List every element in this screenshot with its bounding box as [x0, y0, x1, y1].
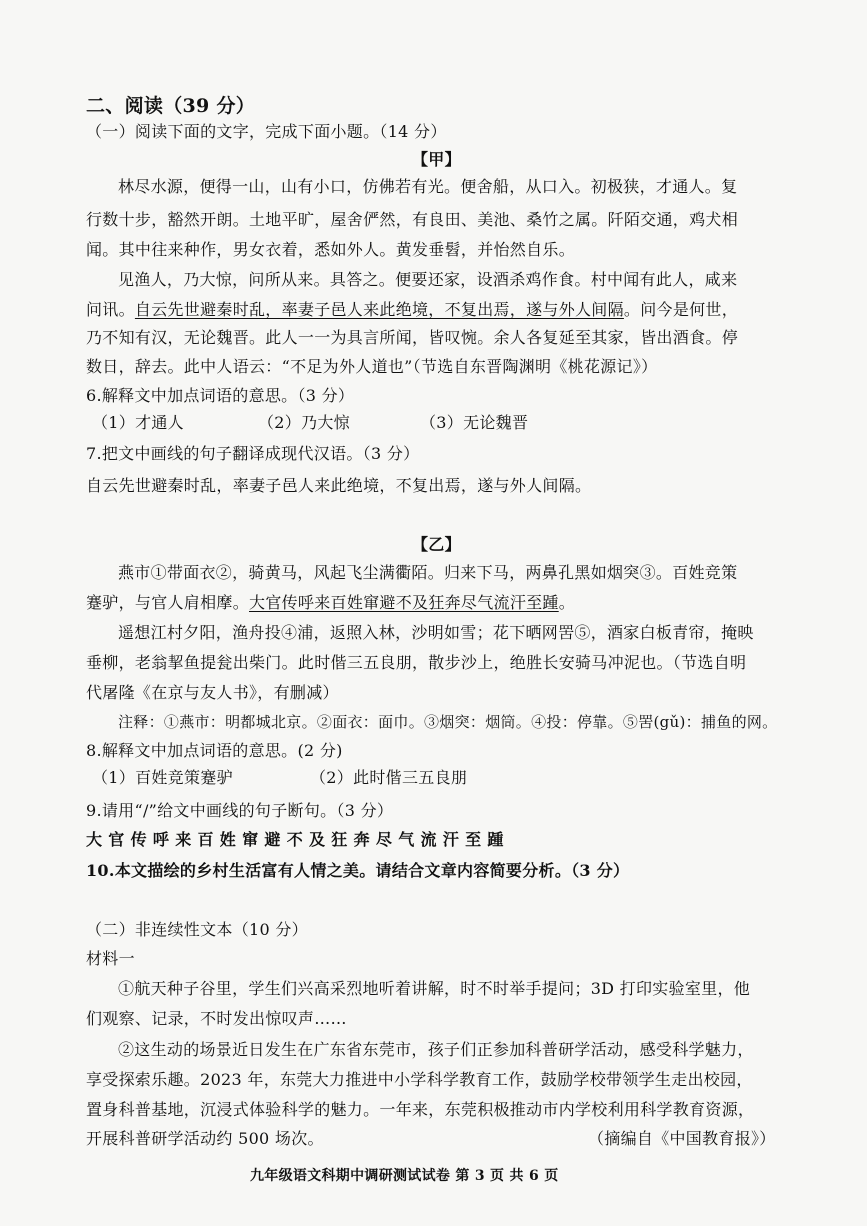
part1-heading: （一）阅读下面的文字，完成下面小题。（14 分）: [86, 122, 447, 141]
section-title: 二、阅读（39 分）: [86, 95, 256, 117]
yi-p2-line2: 垂柳，老翁挈鱼提瓮出柴门。此时偕三五良朋，散步沙上，绝胜长安骑马冲泥也。（节选自明: [86, 653, 747, 672]
q7-text: 7.把文中画线的句子翻译成现代汉语。（3 分）: [86, 444, 420, 463]
m1-p2-line1: ②这生动的场景近日发生在广东省东莞市，孩子们正参加科普研学活动，感受科学魅力，: [118, 1040, 754, 1059]
yi-p1-pre: 蹇驴，与官人肩相摩。: [86, 593, 250, 612]
q6-item-2: （2）乃大惊: [258, 413, 350, 432]
q8-item-1: （1）百姓竞策蹇驴: [92, 768, 233, 787]
yi-label: 【乙】: [412, 535, 461, 554]
m1-p2-line4: 开展科普研学活动约 500 场次。: [86, 1129, 324, 1148]
jia-p2-line4: 数日，辞去。此中人语云：“不足为外人道也”（节选自东晋陶渊明《桃花源记》）: [86, 357, 658, 376]
jia-p1-line3: 闻。其中往来种作，男女衣着，悉如外人。黄发垂髫，并怡然自乐。: [86, 240, 576, 259]
jia-label: 【甲】: [412, 150, 461, 169]
q6-item-1: （1）才通人: [92, 413, 184, 432]
q6-item-3: （3）无论魏晋: [420, 413, 529, 432]
yi-p1-line1: 燕市①带面衣②，骑黄马，风起飞尘满衢陌。归来下马，两鼻孔黑如烟突③。百姓竞策: [118, 563, 738, 582]
yi-p1-line2: [86, 593, 575, 613]
yi-p1-post: 。: [558, 593, 576, 612]
q6-text: 6.解释文中加点词语的意思。（3 分）: [86, 386, 355, 405]
jia-p2-pre: 问讯。: [86, 300, 135, 319]
jia-p1-line2: 行数十步，豁然开朗。土地平旷，屋舍俨然，有良田、美池、桑竹之属。阡陌交通，鸡犬相: [86, 210, 739, 229]
q8-text: 8.解释文中加点词语的意思。(2 分): [86, 741, 343, 760]
m1-p2-line3: 置身科普基地，沉浸式体验科学的魅力。一年来，东莞积极推动市内学校利用科学教育资源，: [86, 1100, 755, 1119]
underlined-sentence-yi: 大官传呼来百姓窜避不及狂奔尽气流汗至踵: [249, 593, 559, 612]
q10-text: 10.本文描绘的乡村生活富有人情之美。请结合文章内容简要分析。（3 分）: [86, 861, 630, 880]
part2-heading: （二）非连续性文本（10 分）: [86, 920, 308, 939]
jia-p1-line1: 林尽水源，便得一山，山有小口，仿佛若有光。便舍船，从口入。初极狭，才通人。复: [118, 177, 738, 196]
q7-sentence: 自云先世避秦时乱，率妻子邑人来此绝境，不复出焉，遂与外人间隔。: [86, 476, 592, 495]
m1-p2-line2: 享受探索乐趣。2023 年，东莞大力推进中小学科学教育工作，鼓励学校带领学生走出校园，: [86, 1070, 753, 1089]
source-citation: （摘编自《中国教育报》）: [588, 1129, 776, 1148]
jia-p2-line1: 见渔人，乃大惊，问所从来。具答之。便要还家，设酒杀鸡作食。村中闻有此人，咸来: [118, 270, 738, 289]
page-footer: 九年级语文科期中调研测试试卷 第 3 页 共 6 页: [250, 1168, 559, 1184]
jia-p2-line2: [86, 300, 738, 320]
material-label: 材料一: [86, 949, 135, 968]
yi-p2-line1: 遥想江村夕阳，渔舟投④浦，返照入林，沙明如雪；花下晒网罟⑤，酒家白板青帘，掩映: [118, 623, 754, 642]
underlined-sentence-jia: 自云先世避秦时乱，率妻子邑人来此绝境，不复出焉，遂与外人间隔: [134, 300, 624, 319]
m1-p1-line2: 们观察、记录，不时发出惊叹声……: [86, 1009, 347, 1028]
q9-sentence: 大官传呼来百姓窜避不及狂奔尽气流汗至踵: [86, 830, 510, 849]
yi-note: 注释：①燕市：明都城北京。②面衣：面巾。③烟突：烟筒。④投：停靠。⑤罟(gǔ)：捕鱼的网。: [118, 713, 778, 731]
jia-p2-line3: 乃不知有汉，无论魏晋。此人一一为具言所闻，皆叹惋。余人各复延至其家，皆出酒食。停: [86, 328, 739, 347]
q9-text: 9.请用“/”给文中画线的句子断句。（3 分）: [86, 801, 394, 820]
yi-p2-line3: 代屠隆《在京与友人书》，有删减）: [86, 683, 339, 702]
q8-item-2: （2）此时偕三五良朋: [310, 768, 468, 787]
jia-p2-post: 。问今是何世，: [623, 300, 739, 319]
m1-p1-line1: ①航天种子谷里，学生们兴高采烈地听着讲解，时不时举手提问；3D 打印实验室里，他: [118, 979, 751, 998]
